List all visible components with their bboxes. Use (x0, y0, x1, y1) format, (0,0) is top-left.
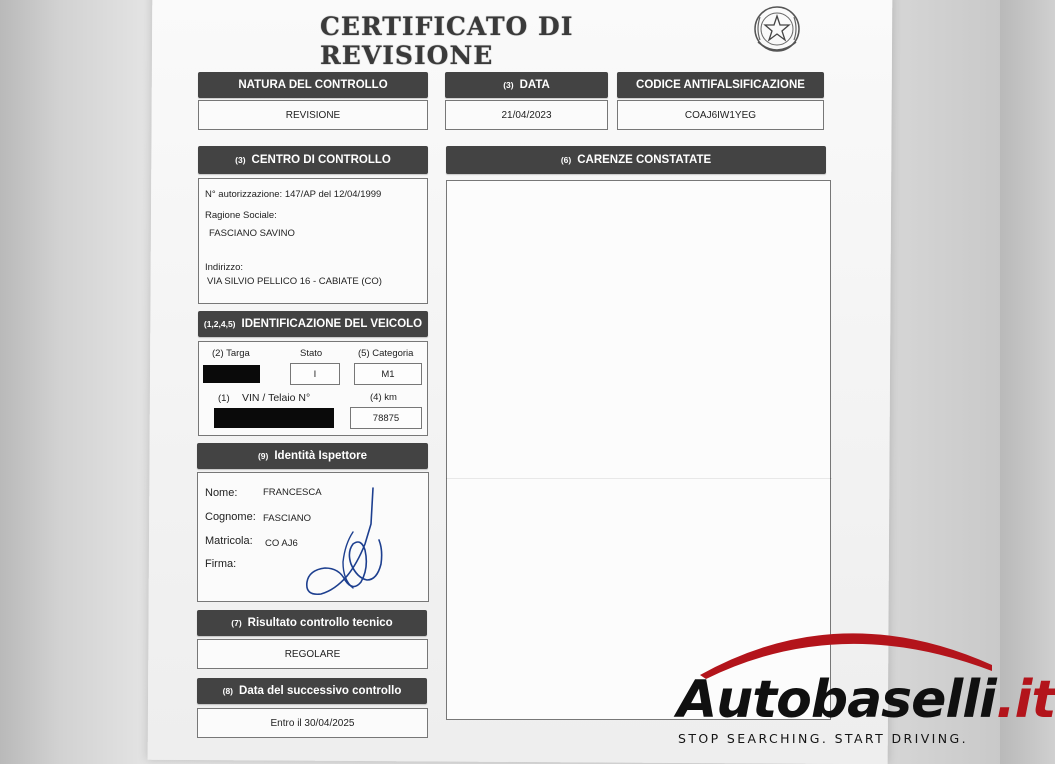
indirizzo-label: Indirizzo: (205, 262, 244, 273)
document-title: CERTIFICATO DI REVISIONE (320, 12, 574, 70)
firma-label: Firma: (205, 558, 237, 570)
indirizzo-value: VIA SILVIO PELLICO 16 - CABIATE (CO) (207, 276, 382, 287)
inspector-signature (295, 484, 390, 602)
data-value: 21/04/2023 (501, 109, 552, 121)
codice-value: COAJ6IW1YEG (684, 109, 757, 121)
stato-label: Stato (300, 348, 323, 359)
watermark-brand: Autobaselli.it (677, 670, 1055, 730)
vin-number: (1) (218, 393, 230, 404)
paper-fold-line (446, 478, 832, 479)
successivo-header: (8) Data del successivo controllo (197, 678, 427, 704)
veicolo-header: (1,2,4,5) IDENTIFICAZIONE DEL VEICOLO (198, 311, 428, 337)
nome-label: Nome: (205, 487, 238, 499)
matricola-value: CO AJ6 (265, 538, 298, 549)
categoria-label: (5) Categoria (358, 348, 414, 359)
cognome-label: Cognome: (205, 511, 256, 523)
successivo-value: Entro il 30/04/2025 (270, 717, 355, 729)
italian-republic-emblem-icon (752, 2, 802, 56)
natura-header: NATURA DEL CONTROLLO (198, 72, 428, 98)
risultato-header: (7) Risultato controllo tecnico (197, 610, 427, 636)
targa-label: (2) Targa (212, 348, 250, 359)
km-value: 78875 (350, 407, 422, 429)
natura-value: REVISIONE (285, 109, 341, 121)
ragione-sociale-label: Ragione Sociale: (205, 210, 277, 221)
ispettore-header: (9) Identità Ispettore (197, 443, 428, 469)
codice-header: CODICE ANTIFALSIFICAZIONE (617, 72, 824, 98)
risultato-value: REGOLARE (284, 648, 341, 660)
data-header: (3) DATA (445, 72, 608, 98)
nome-value: FRANCESCA (263, 487, 322, 498)
autorizzazione-text: N° autorizzazione: 147/AP del 12/04/1999 (205, 189, 382, 200)
matricola-label: Matricola: (205, 535, 253, 547)
centro-header: (3) CENTRO DI CONTROLLO (198, 146, 428, 174)
ragione-sociale-value: FASCIANO SAVINO (209, 228, 295, 239)
targa-redaction (203, 365, 260, 383)
km-label: (4) km (370, 392, 397, 403)
cognome-value: FASCIANO (263, 513, 312, 524)
vin-label: VIN / Telaio N° (242, 392, 311, 404)
vin-redaction (214, 408, 334, 428)
carenze-header: (6) CARENZE CONSTATATE (446, 146, 826, 174)
watermark-tagline: STOP SEARCHING. START DRIVING. (678, 731, 968, 746)
stato-value: I (290, 363, 340, 385)
categoria-value: M1 (354, 363, 422, 385)
